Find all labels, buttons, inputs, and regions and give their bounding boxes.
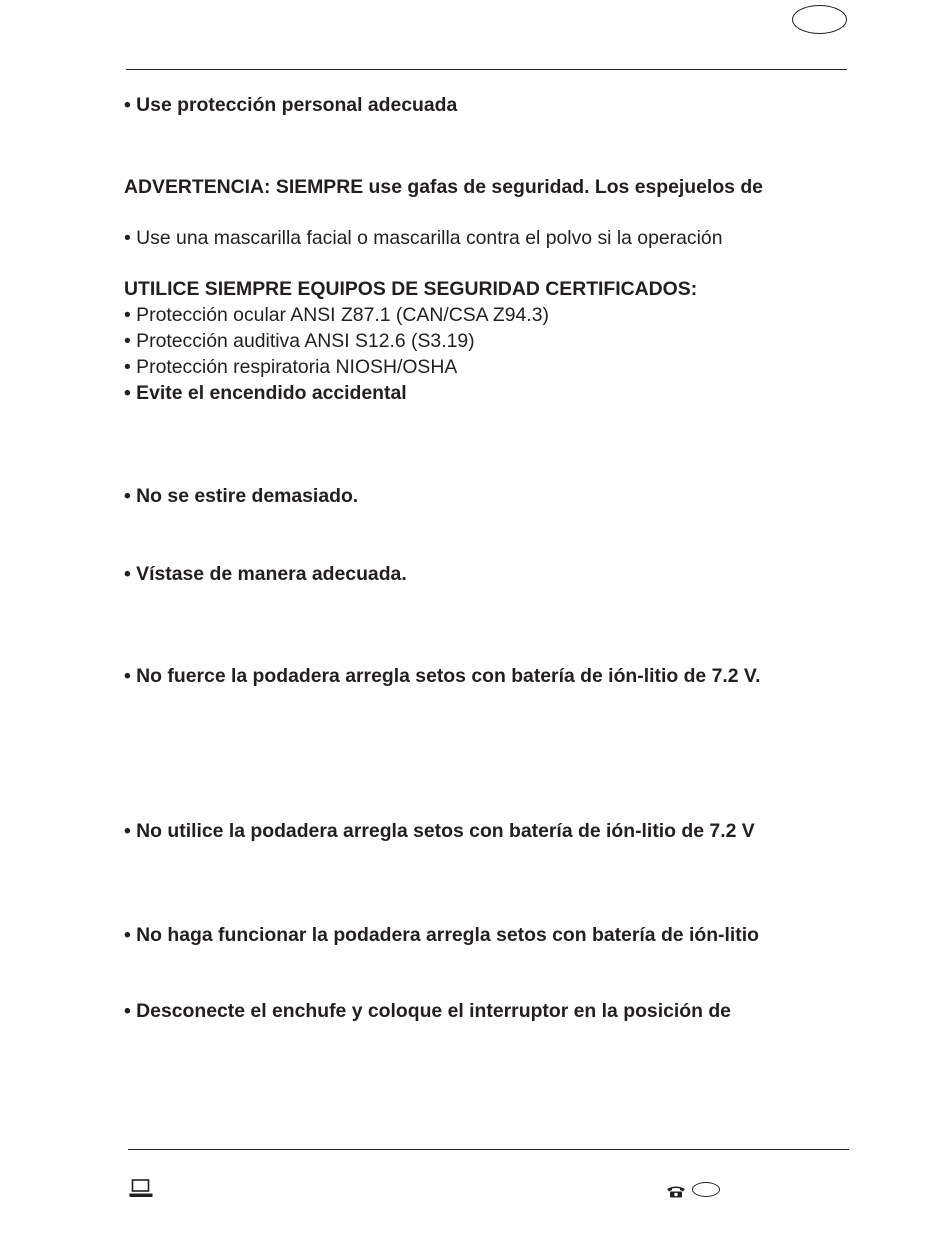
footer-divider <box>128 1149 849 1150</box>
telephone-icon <box>666 1185 686 1198</box>
bullet-hearing-protection: • Protección auditiva ANSI S12.6 (S3.19) <box>124 330 475 352</box>
bullet-eye-protection: • Protección ocular ANSI Z87.1 (CAN/CSA Z94.3) <box>124 304 549 326</box>
bullet-respiratory-protection: • Protección respiratoria NIOSH/OSHA <box>124 356 458 378</box>
heading-accidental-start: • Evite el encendido accidental <box>124 382 407 404</box>
heading-do-not-operate: • No haga funcionar la podadera arregla setos con batería de ión-litio <box>124 924 759 946</box>
heading-do-not-use: • No utilice la podadera arregla setos con batería de ión-litio de 7.2 V <box>124 820 755 842</box>
heading-personal-protection: • Use protección personal adecuada <box>124 94 458 116</box>
heading-overreach: • No se estire demasiado. <box>124 485 359 507</box>
header-divider <box>126 69 847 70</box>
heading-disconnect-plug: • Desconecte el enchufe y coloque el interruptor en la posición de <box>124 1000 731 1022</box>
language-badge <box>792 5 847 34</box>
bullet-dust-mask: • Use una mascarilla facial o mascarilla contra el polvo si la operación <box>124 227 723 249</box>
warning-safety-glasses: ADVERTENCIA: SIEMPRE use gafas de seguridad. Los espejuelos de <box>124 176 763 198</box>
heading-do-not-force: • No fuerce la podadera arregla setos con batería de ión-litio de 7.2 V. <box>124 665 761 687</box>
heading-certified-equipment: UTILICE SIEMPRE EQUIPOS DE SEGURIDAD CERTIFICADOS: <box>124 278 698 300</box>
heading-dress-properly: • Vístase de manera adecuada. <box>124 563 407 585</box>
computer-icon <box>129 1179 153 1198</box>
footer-region-badge <box>692 1182 720 1197</box>
